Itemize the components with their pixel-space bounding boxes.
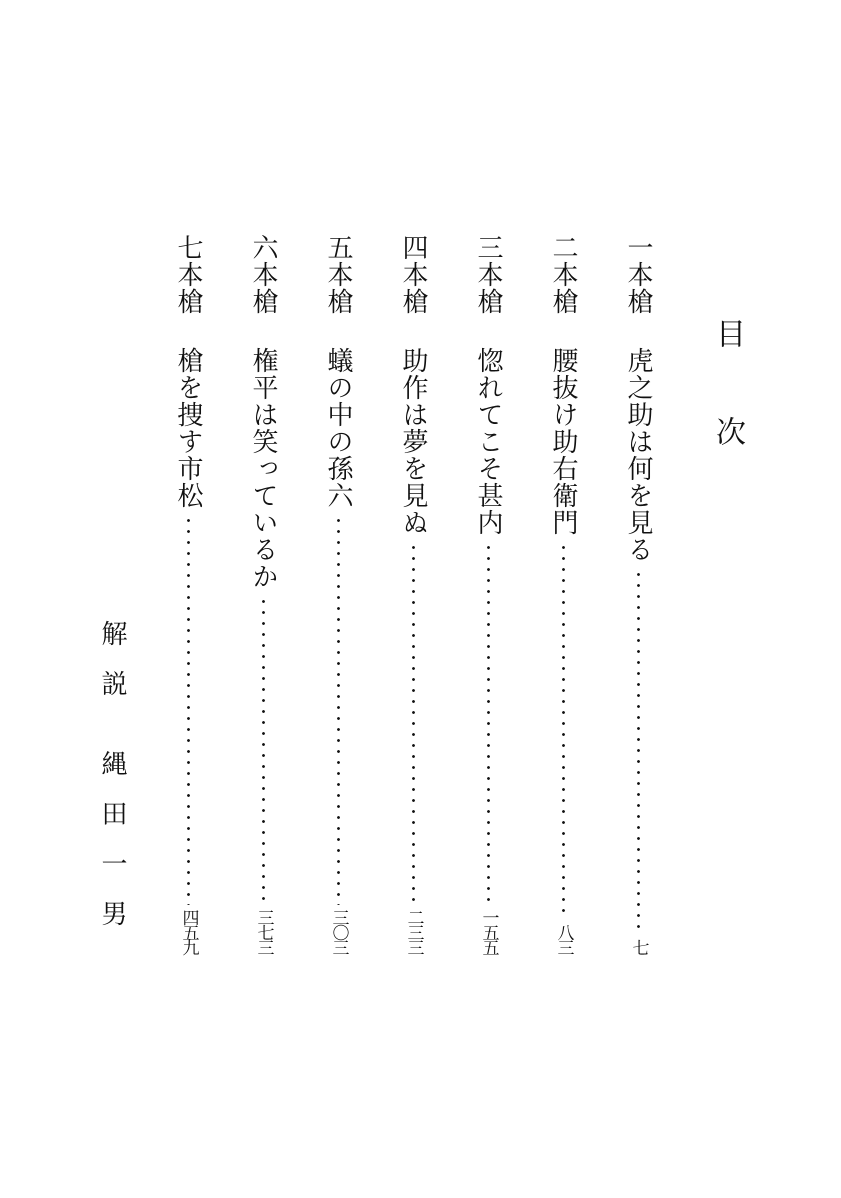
- entry-number: 六本槍: [248, 234, 278, 315]
- dot-leader: [337, 515, 340, 905]
- entry-number: 三本槍: [473, 234, 503, 315]
- dot-leader: [262, 596, 265, 905]
- toc-entry-4[interactable]: [398, 234, 428, 954]
- commentary-author: 縄田一男: [97, 750, 127, 950]
- page-number: 三〇三: [328, 909, 349, 954]
- entry-number: 四本槍: [398, 234, 428, 315]
- dot-leader: [412, 542, 415, 905]
- toc-entry-1[interactable]: [623, 234, 653, 954]
- page-number: 八三: [553, 924, 574, 954]
- entry-number: 七本槍: [173, 234, 203, 315]
- chapter-title: 蟻の中の孫六: [323, 347, 353, 509]
- entry-number: 五本槍: [323, 234, 353, 315]
- dot-leader: [487, 542, 490, 905]
- entry-number: 一本槍: [623, 234, 653, 315]
- dot-leader: [562, 542, 565, 920]
- dot-leader: [637, 569, 640, 935]
- toc-entry-6[interactable]: [248, 234, 278, 954]
- chapter-title: 助作は夢を見ぬ: [398, 347, 428, 536]
- chapter-title: 槍を捜す市松: [173, 347, 203, 509]
- dot-leader: [187, 515, 190, 905]
- chapter-title: 権平は笑っているか: [248, 347, 278, 590]
- page-number: 七: [628, 939, 649, 954]
- toc-entry-2[interactable]: [548, 234, 578, 954]
- toc-title: 目次: [710, 318, 745, 514]
- commentary-entry[interactable]: [94, 620, 130, 950]
- page-number: 四五九: [178, 909, 199, 954]
- chapter-title: 腰抜け助右衛門: [548, 347, 578, 536]
- chapter-title: 虎之助は何を見る: [623, 347, 653, 563]
- toc-entry-3[interactable]: [473, 234, 503, 954]
- entry-number: 二本槍: [548, 234, 578, 315]
- toc-entry-7[interactable]: [173, 234, 203, 954]
- page-number: 一五五: [478, 909, 499, 954]
- chapter-title: 惚れてこそ甚内: [473, 347, 503, 536]
- page-number: 三七三: [253, 909, 274, 954]
- toc-entry-5[interactable]: [323, 234, 353, 954]
- page-number: 二三三: [403, 909, 424, 954]
- commentary-label: 解説: [97, 620, 127, 720]
